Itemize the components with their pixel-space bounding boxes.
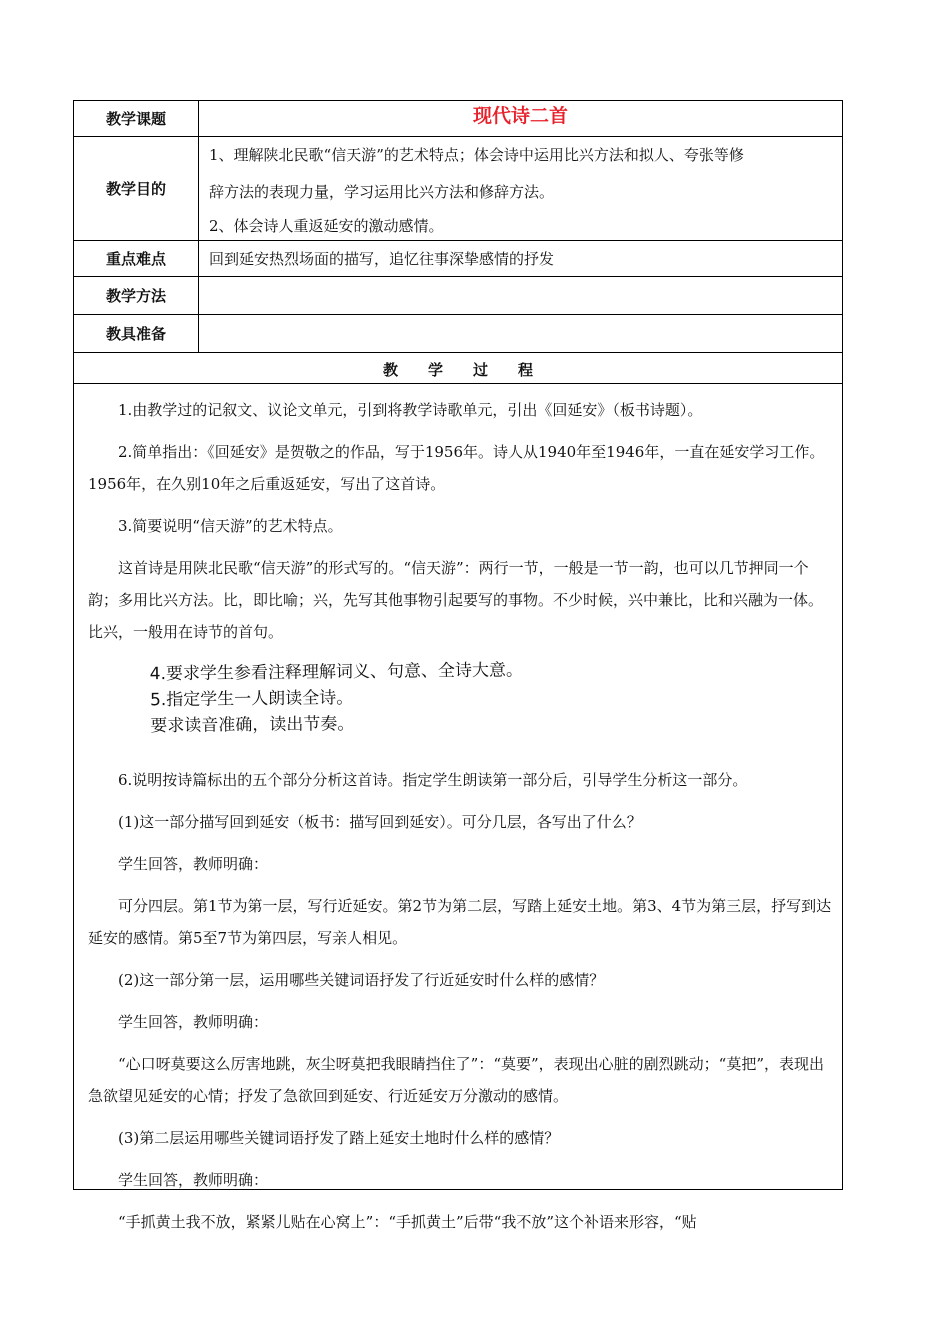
goal-value [199,137,842,240]
process-xintianyou-note: 这首诗是用陕北民歌“信天游”的形式写的。“信天游”：两行一节，一般是一节一韵，也可以几节押同一个韵；多用比兴方法。比，即比喻；兴，先写其他事物引起要写的事物。不少时候，兴中兼比，比和兴融为一体。比兴，一般用在诗节的首句。 [88,559,824,641]
question-1: (1)这一部分描写回到延安（板书：描写回到延安）。可分几层，各写出了什么？ [118,813,642,831]
method-value [199,277,842,314]
question-3: (3)第二层运用哪些关键词语抒发了踏上延安土地时什么样的感情？ [118,1129,560,1147]
instruction-line-5: 5.指定学生一人朗读全诗。 [149,688,354,711]
process-step-3: 3.简要说明“信天游”的艺术特点。 [118,517,343,535]
instruction-line-5b: 要求读音准确，读出节奏。 [150,714,355,737]
row-key [74,241,842,277]
topic-label: 教学课题 [74,101,199,136]
row-method [74,277,842,315]
answer-intro-3: 学生回答，教师明确： [118,1171,269,1189]
process-step-1: 1.由教学过的记叙文、议论文单元，引到将教学诗歌单元，引出《回延安》（板书诗题）。 [118,401,703,419]
goal-label: 教学目的 [74,137,199,240]
method-label: 教学方法 [74,277,199,314]
answer-intro-2: 学生回答，教师明确： [118,1013,269,1031]
instruction-line-4: 4.要求学生参看注释理解词义、句意、全诗大意。 [149,660,524,685]
process-body [74,384,842,1231]
question-2: (2)这一部分第一层，运用哪些关键词语抒发了行近延安时什么样的感情？ [118,971,605,989]
key-label: 重点难点 [74,241,199,276]
answer-2: “心口呀莫要这么厉害地跳，灰尘呀莫把我眼睛挡住了”：“莫要”，表现出心脏的剧烈跳动；“莫把”，表现出急欲望见延安的心情；抒发了急欲回到延安、行近延安万分激动的感情。 [88,1055,825,1105]
process-header: 教学过程 [382,361,563,379]
answer-intro-1: 学生回答，教师明确： [118,855,269,873]
lesson-plan-table [73,100,843,1231]
topic-title: 现代诗二首 [472,105,568,127]
answer-1: 可分四层。第1节为第一层，写行近延安。第2节为第二层，写踏上延安土地。第3、4节为第三层，抒写到达延安的感情。第5至7节为第四层，写亲人相见。 [88,897,832,947]
goal-line-3: 2、体会诗人重返延安的激动感情。 [209,217,444,235]
goal-line-2: 辞方法的表现力量，学习运用比兴方法和修辞方法。 [209,183,555,201]
tools-value [199,315,842,352]
process-step-2: 2.简单指出：《回延安》是贺敬之的作品，写于1956年。诗人从1940年至1946年，一直在延安学习工作。1956年，在久别10年之后重返延安，写出了这首诗。 [88,443,825,493]
tools-label: 教具准备 [74,315,199,352]
row-tools [74,315,842,353]
row-process-header [74,353,842,384]
pasted-instructions [88,654,833,740]
key-value: 回到延安热烈场面的描写，追忆往事深挚感情的抒发 [209,250,555,268]
row-goal [74,137,842,241]
row-topic [74,101,842,137]
goal-line-1: 1、理解陕北民歌“信天游”的艺术特点；体会诗中运用比兴方法和拟人、夸张等修 [209,146,744,164]
answer-3: “手抓黄土我不放，紧紧儿贴在心窝上”：“手抓黄土”后带“我不放”这个补语来形容，“贴 [118,1213,697,1231]
process-step-6: 6.说明按诗篇标出的五个部分分析这首诗。指定学生朗读第一部分后，引导学生分析这一部分。 [118,771,748,789]
